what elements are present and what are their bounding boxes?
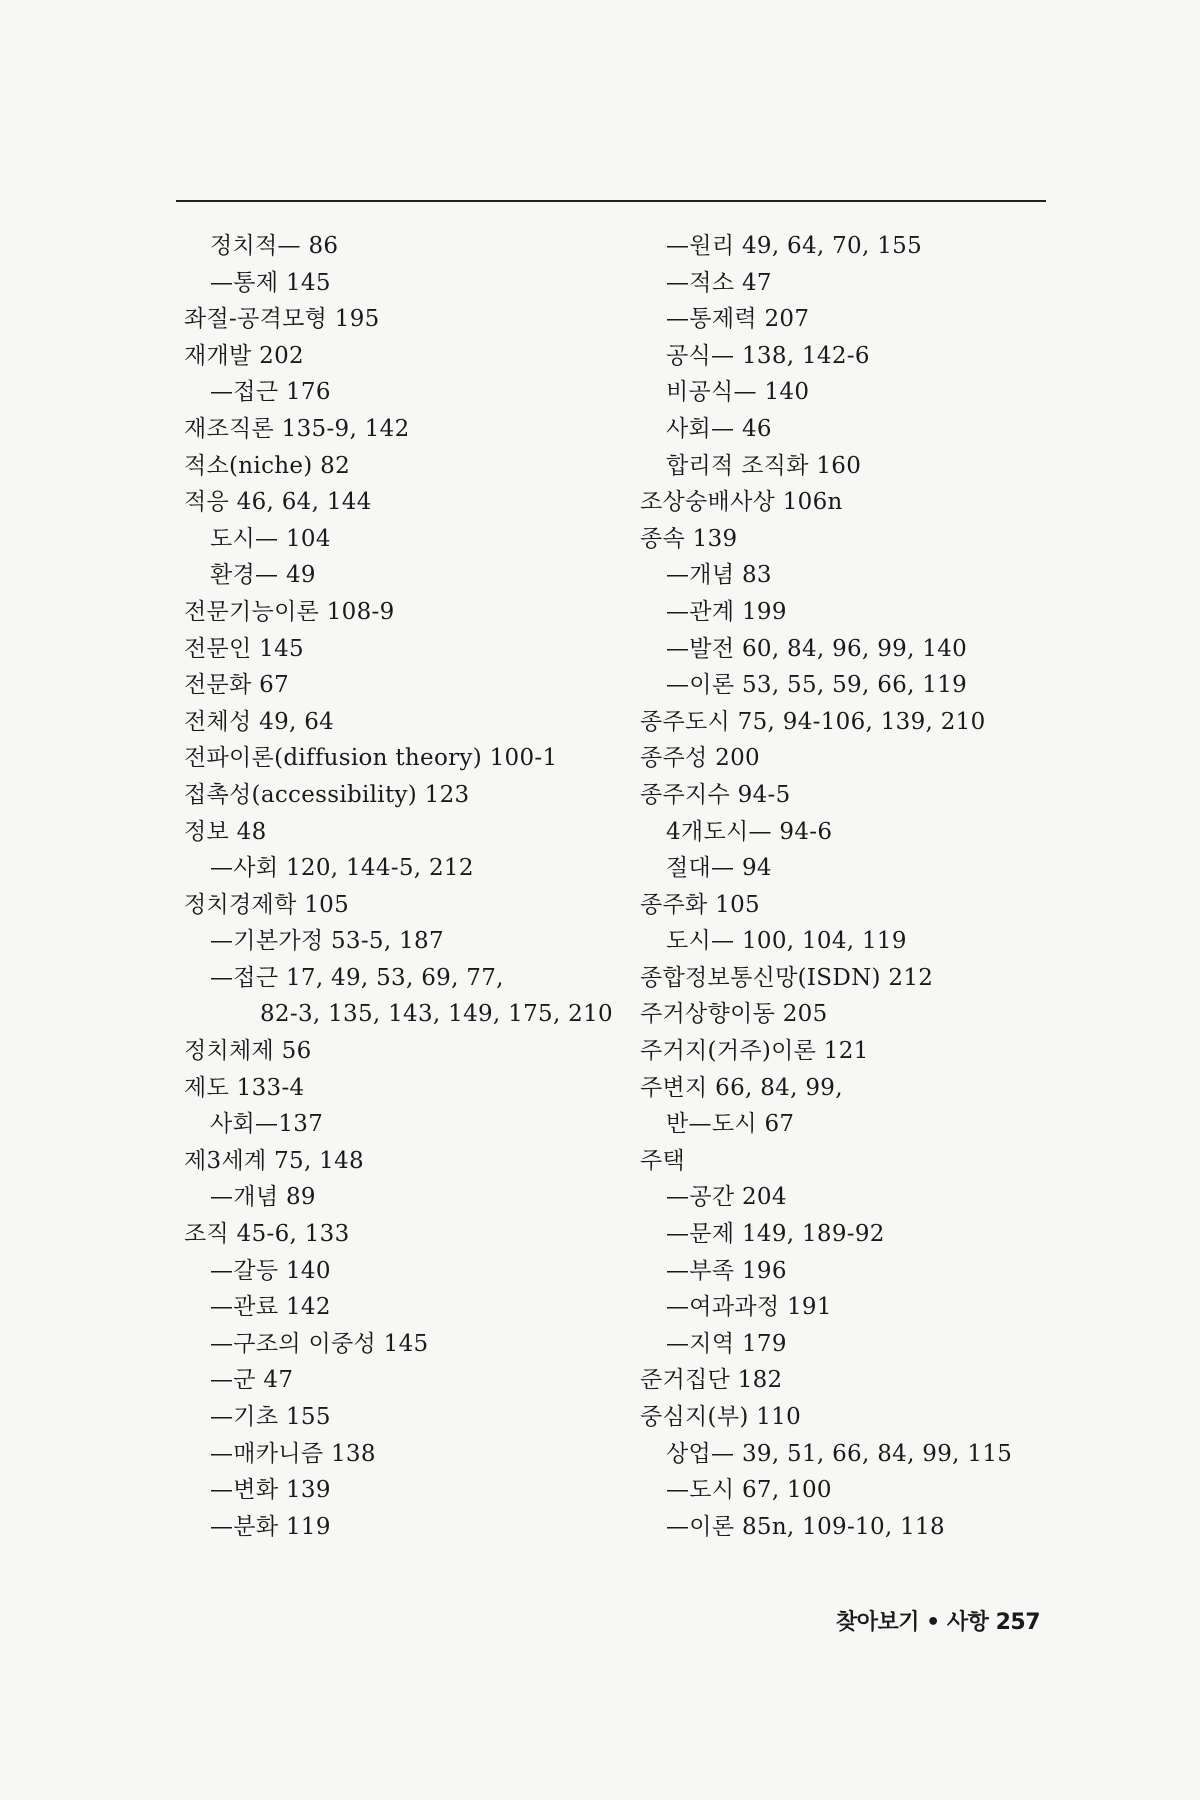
index-subentry: —도시 67, 100 xyxy=(666,1477,832,1504)
index-subentry: —관료 142 xyxy=(210,1294,331,1321)
index-subentry: —발전 60, 84, 96, 99, 140 xyxy=(666,635,968,662)
index-subentry: 도시— 104 xyxy=(210,525,331,552)
index-subentry: —관계 199 xyxy=(666,598,787,625)
index-entry: 중심지(부) 110 xyxy=(640,1404,802,1430)
index-entry: 재개발 202 xyxy=(184,342,304,369)
index-subentry: 공식— 138, 142-6 xyxy=(666,342,870,369)
index-subentry: 도시— 100, 104, 119 xyxy=(666,928,907,955)
index-subentry: —이론 53, 55, 59, 66, 119 xyxy=(666,672,968,699)
page-number: 257 xyxy=(995,1610,1041,1635)
index-entry: 조직 45-6, 133 xyxy=(184,1221,350,1248)
index-entry: 주거상향이동 205 xyxy=(640,1001,828,1028)
index-entry: 제3세계 75, 148 xyxy=(184,1147,364,1174)
index-subentry: 사회—137 xyxy=(210,1111,324,1138)
index-subentry: —문제 149, 189-92 xyxy=(666,1221,885,1248)
index-subentry: —갈등 140 xyxy=(210,1257,331,1284)
index-subentry: —군 47 xyxy=(210,1367,294,1394)
index-subentry: —접근 176 xyxy=(210,379,331,406)
index-subentry: —여과과정 191 xyxy=(666,1294,832,1321)
index-subentry: 4개도시— 94-6 xyxy=(666,818,833,845)
index-entry: 전파이론(diffusion theory) 100-1 xyxy=(184,745,558,772)
index-entry: 주변지 66, 84, 99, xyxy=(640,1074,843,1101)
index-column-right xyxy=(640,228,1060,1545)
index-subentry: —통제 145 xyxy=(210,269,331,296)
index-subentry: —변화 139 xyxy=(210,1477,331,1504)
top-rule xyxy=(176,200,1046,202)
index-entry: 적소(niche) 82 xyxy=(184,452,351,479)
index-subentry: —개념 89 xyxy=(210,1184,316,1211)
index-entry: 제도 133-4 xyxy=(184,1074,305,1101)
index-subentry: 비공식— 140 xyxy=(666,379,810,406)
index-entry: 전문인 145 xyxy=(184,635,304,662)
index-entry: 좌절-공격모형 195 xyxy=(184,306,380,333)
index-entry: 전문화 67 xyxy=(184,672,290,699)
index-entry: 전문기능이론 108-9 xyxy=(184,598,395,625)
index-subentry: 절대— 94 xyxy=(666,855,772,882)
index-subentry: —기초 155 xyxy=(210,1404,331,1430)
index-entry: 종주지수 94-5 xyxy=(640,781,791,808)
index-subentry: —사회 120, 144-5, 212 xyxy=(210,855,474,882)
index-entry: 주택 xyxy=(640,1147,686,1174)
index-subentry: —부족 196 xyxy=(666,1257,787,1284)
footer-label: 찾아보기 • 사항 xyxy=(836,1610,989,1635)
index-subentry: —공간 204 xyxy=(666,1184,787,1211)
index-entry: 종주도시 75, 94-106, 139, 210 xyxy=(640,708,986,735)
index-entry: 정치체제 56 xyxy=(184,1038,312,1065)
index-subentry: 합리적 조직화 160 xyxy=(666,452,862,479)
index-entry: 정보 48 xyxy=(184,818,267,845)
index-entry: 접촉성(accessibility) 123 xyxy=(184,781,470,808)
index-entry: 재조직론 135-9, 142 xyxy=(184,415,410,442)
index-subentry: —통제력 207 xyxy=(666,306,810,333)
index-entry: 종주성 200 xyxy=(640,745,760,772)
index-subentry: —접근 17, 49, 53, 69, 77, xyxy=(210,964,504,991)
index-entry: 조상숭배사상 106n xyxy=(640,489,843,516)
index-entry: 전체성 49, 64 xyxy=(184,708,335,735)
index-entry-continuation: 82-3, 135, 143, 149, 175, 210 xyxy=(260,1001,613,1028)
index-entry: 정치경제학 105 xyxy=(184,891,350,918)
index-subentry: 상업— 39, 51, 66, 84, 99, 115 xyxy=(666,1440,1013,1467)
index-entry: 종속 139 xyxy=(640,525,738,552)
index-subentry: 반—도시 67 xyxy=(666,1111,795,1138)
index-subentry: —구조의 이중성 145 xyxy=(210,1330,429,1357)
index-entry: 종합정보통신망(ISDN) 212 xyxy=(640,964,934,991)
index-entry: 준거집단 182 xyxy=(640,1367,783,1394)
index-subentry: 사회— 46 xyxy=(666,415,772,442)
index-subentry: —이론 85n, 109-10, 118 xyxy=(666,1513,945,1540)
index-entry: 적응 46, 64, 144 xyxy=(184,489,372,516)
index-subentry: —지역 179 xyxy=(666,1330,787,1357)
index-subentry: —분화 119 xyxy=(210,1513,331,1540)
index-subentry: 환경— 49 xyxy=(210,562,316,589)
index-subentry: —원리 49, 64, 70, 155 xyxy=(666,233,923,259)
index-entry: 주거지(거주)이론 121 xyxy=(640,1038,869,1065)
index-subentry: —개념 83 xyxy=(666,562,772,589)
index-subentry: —매카니즘 138 xyxy=(210,1440,376,1467)
index-column-left xyxy=(184,228,644,1545)
index-subentry: —적소 47 xyxy=(666,269,772,296)
running-footer xyxy=(836,1605,1040,1636)
index-subentry: 정치적— 86 xyxy=(210,233,339,259)
index-subentry: —기본가정 53-5, 187 xyxy=(210,928,444,955)
index-entry: 종주화 105 xyxy=(640,891,760,918)
